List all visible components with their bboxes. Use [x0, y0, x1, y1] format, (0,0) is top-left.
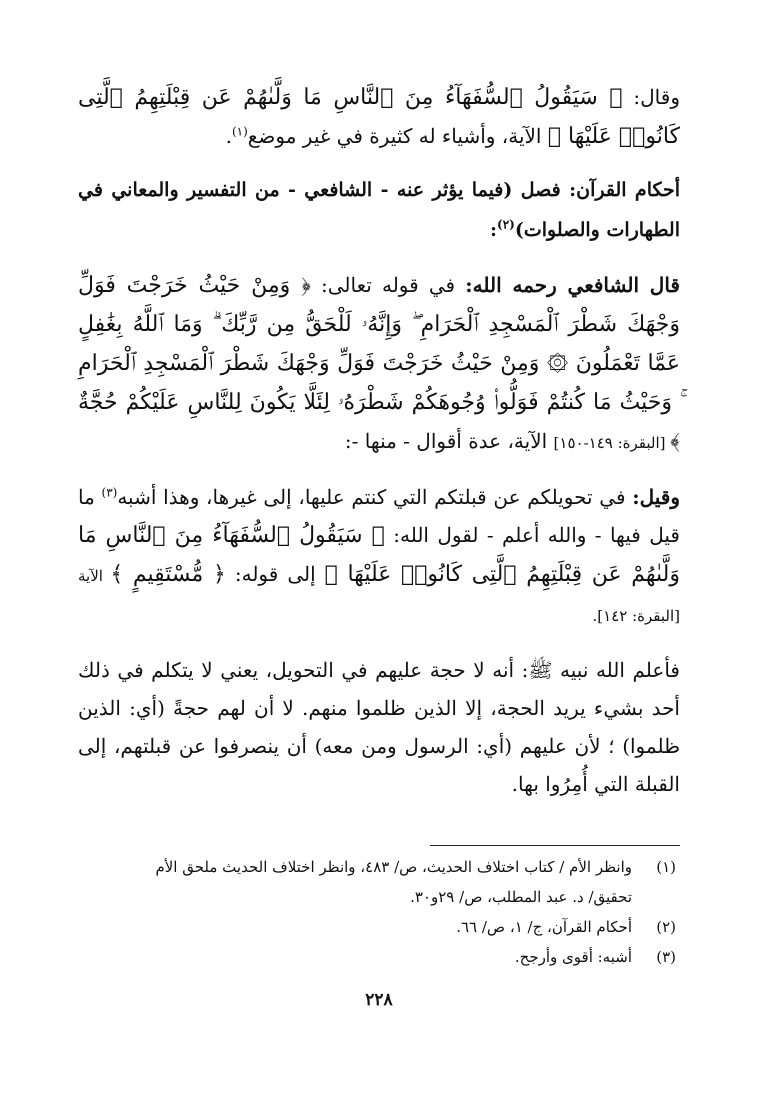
- footnote-number: (٢): [656, 918, 676, 936]
- punctuation: .: [225, 124, 232, 148]
- footnote-marker: (٣): [101, 485, 118, 500]
- intro-text: في قوله تعالى:: [310, 273, 466, 297]
- verse-reference: [البقرة: ١٤٩-١٥٠]: [553, 434, 671, 452]
- paragraph-4: [78, 651, 680, 803]
- speaker-label: قال الشافعي رحمه الله:: [465, 273, 680, 297]
- paragraph-text: إلى قوله:: [225, 562, 325, 586]
- footnote-marker: (٢): [497, 217, 515, 232]
- footnote-marker: (١): [231, 124, 248, 139]
- footnote-continuation: تحقيق/ د. عبد المطلب، ص/ ٢٩و٣٠.: [410, 888, 632, 906]
- paragraph-text: ما قيل فيها - والله أعلم - لقول الله:: [78, 485, 680, 547]
- paragraph-3: [78, 478, 680, 635]
- paragraph-2: [78, 266, 680, 462]
- heading-label: أحكام القرآن:: [569, 179, 680, 201]
- section-heading: [78, 170, 680, 250]
- footnote-item: [78, 852, 676, 882]
- speaker-label: وقيل:: [632, 485, 680, 509]
- heading-text: فصل (فيما يؤثر عنه - الشافعي - من التفسير والمعاني في الطهارات والصلوات): [78, 179, 680, 241]
- punctuation: :: [490, 219, 498, 241]
- page-number: ٢٢٨: [365, 990, 393, 1010]
- quran-verse: ﴿ سَيَقُولُ ٱلسُّفَهَآءُ مِنَ ٱلنَّاسِ مَا وَلَّىٰهُمْ عَن قِبْلَتِهِمُ ٱلَّتِى كَانُوا۟ عَلَيْهَا ﴾: [78, 85, 680, 149]
- paragraph-text: في تحويلكم عن قبلتكم التي كنتم عليها، إلى غيرها، وهذا أشبه: [117, 485, 633, 509]
- paragraph-text: الآية، وأشياء له كثيرة في غير موضع: [247, 124, 548, 148]
- quran-verse: ﴿ مُّسْتَقِيمٍ ﴾: [110, 562, 226, 587]
- footnote-text: أشبه: أقوى وأرجح.: [514, 948, 632, 966]
- paragraph-text: الآية، عدة أقوال - منها -:: [344, 429, 554, 453]
- intro-text: وقال:: [622, 85, 680, 109]
- footnote-text: وانظر الأم / كتاب اختلاف الحديث، ص/ ٤٨٣، وانظر اختلاف الحديث ملحق الأم: [155, 858, 632, 876]
- paragraph-text: فأعلم الله نبيه ﷺ: أنه لا حجة عليهم في التحويل، يعني لا يتكلم في ذلك أحد بشيء يريد الحجة، إلا الذين ظلموا منهم. لا أن لهم حجةً (أي: الذين ظلموا) ؛ لأن عليهم (أي: الرسول ومن معه) أن ينصرفوا عن قبلتهم، إلى القبلة التي أُمِرُوا بها.: [78, 658, 680, 796]
- verse-reference: الآية [البقرة: ١٤٢].: [78, 567, 680, 625]
- footnote-text: أحكام القرآن، ج/ ١، ص/ ٦٦.: [456, 918, 632, 936]
- footnote-separator: [430, 845, 680, 846]
- footnote-number: (١): [656, 858, 676, 876]
- paragraph-1: [78, 78, 680, 156]
- quran-verse: ﴿ سَيَقُولُ ٱلسُّفَهَآءُ مِنَ ٱلنَّاسِ مَا وَلَّىٰهُمْ عَن قِبْلَتِهِمُ ٱلَّتِى كَانُوا۟ عَلَيْهَا ﴾: [78, 523, 680, 587]
- footnotes: [78, 852, 676, 972]
- footnote-item: [78, 942, 676, 972]
- footnote-item: [78, 912, 676, 942]
- quran-verse: ﴿ وَمِنْ حَيْثُ خَرَجْتَ فَوَلِّ وَجْهَكَ شَطْرَ ٱلْمَسْجِدِ ٱلْحَرَامِ ۖ وَإِنَّهُۥ لَلْحَقُّ مِن رَّبِّكَ ۗ وَمَا ٱللَّهُ بِغَٰفِلٍ عَمَّا تَعْمَلُونَ ۞ وَمِنْ حَيْثُ خَرَجْتَ فَوَلِّ وَجْهَكَ شَطْرَ ٱلْمَسْجِدِ ٱلْحَرَامِ ۚ وَحَيْثُ مَا كُنتُمْ فَوَلُّوا۟ وُجُوهَكُمْ شَطْرَهُۥ لِئَلَّا يَكُونَ لِلنَّاسِ عَلَيْكُمْ حُجَّةٌ ﴾: [78, 273, 680, 454]
- footnote-number: (٣): [656, 948, 676, 966]
